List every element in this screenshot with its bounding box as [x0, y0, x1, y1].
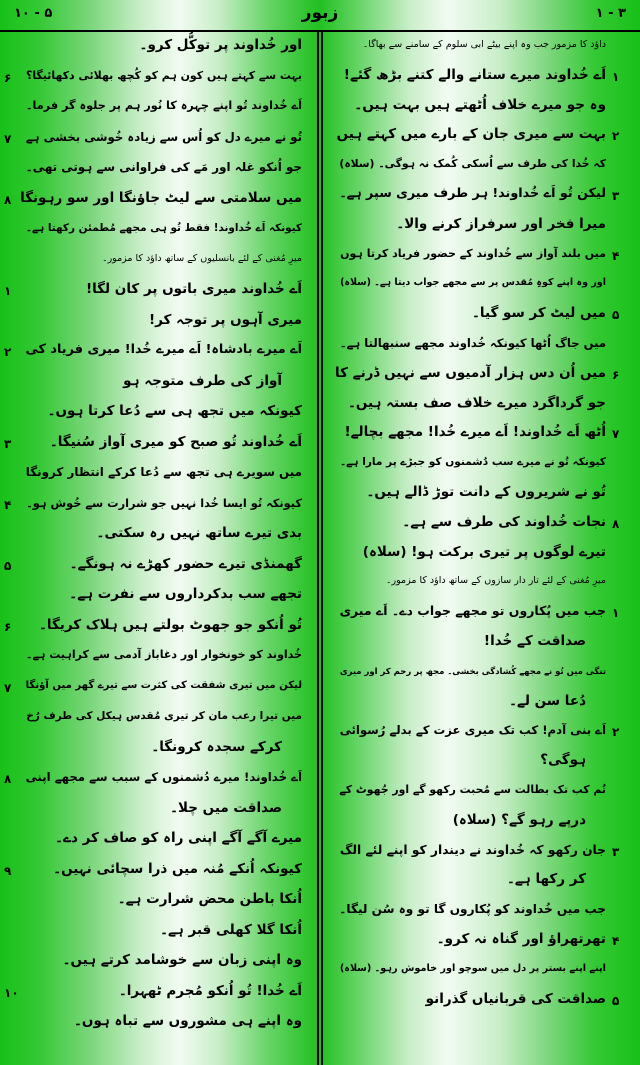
verse-number: ٧	[4, 680, 12, 695]
verse-number: ٨	[4, 772, 12, 786]
verse-line: اَے خُدا! تُو اُنکو مُجرم ٹھہرا۔	[118, 982, 302, 999]
verse-line: میرِ مُغنی کے لئے تار دار سازوں کے ساتھ داؤد کا مزمور۔	[385, 575, 606, 587]
verse-number: ١٠	[4, 985, 19, 1000]
verse-line: کہ خُدا کی طرف سے اُسکی کُمک نہ ہوگی۔ (سلاہ)	[339, 157, 606, 171]
verse-number: ٨	[4, 192, 12, 207]
column-divider	[321, 30, 323, 1065]
verse-number: ٢	[612, 129, 620, 144]
verse-line: وہ جو میرے خلاف اُٹھتے ہیں بہت ہیں۔	[354, 96, 606, 113]
verse-line: تُو نے میرے دل کو اُس سے زیادہ خُوشی بخشی ہے	[25, 129, 302, 144]
verse-line: میں سلامتی سے لیٹ جاؤنگا اور سو رہونگا	[20, 189, 302, 206]
verse-line: ہوگی؟	[540, 752, 586, 769]
verse-number: ٧	[4, 131, 12, 146]
verse-line: میں لیٹ کر سو گیا۔	[471, 305, 606, 322]
verse-number: ۴	[4, 497, 12, 512]
verse-line: لیکن میں تیری شفقت کی کثرت سے تیرے گھر میں آؤنگا	[25, 679, 302, 691]
verse-line: میں اُن دس ہزار آدمیوں سے نہیں ڈرنے کا	[335, 364, 606, 381]
verse-line: اَے خُداوند میرے ستانے والے کتنے بڑھ گئے!	[343, 66, 606, 83]
book-title: زبور	[301, 3, 339, 23]
verse-line: داؤد کا مزمور جب وہ اپنے بیٹے ابی سلوم کے سامنے سے بھاگا۔	[362, 39, 606, 50]
verse-line: تُو اُنکو جو جھوٹ بولتے ہیں ہلاک کریگا۔	[38, 616, 302, 633]
verse-number: ٩	[4, 863, 12, 878]
verse-number: ۶	[612, 367, 620, 382]
verse-line: نجات خُداوند کی طرف سے ہے۔	[402, 513, 606, 530]
verse-number: ۵	[612, 993, 620, 1008]
verse-line: جو گرداگرد میرے خلاف صف بستہ ہیں۔	[347, 394, 606, 411]
verse-line: بہت سے میری جان کے بارے میں کہتے ہیں	[336, 126, 606, 143]
verse-number: ٨	[612, 516, 620, 531]
verse-line: جو اُنکو غلہ اور مَے کی فراوانی سے ہوتی تھی۔	[25, 160, 302, 174]
verse-line: اَے خُداوند! میرے دُشمنوں کے سبب سے مجھے اپنی	[25, 770, 302, 784]
verse-line: صداقت میں چلا۔	[170, 799, 282, 816]
verse-line: میں تیرا رعب مان کر تیری مُقدس ہیکل کی طرف رُخ	[26, 710, 302, 722]
verse-line: کیونکہ تُو نے میرے سب دُشمنوں کو جبڑے پر مارا ہے۔	[339, 456, 606, 469]
verse-line: میرے آگے آگے اپنی راہ کو صاف کر دے۔	[55, 830, 302, 846]
verse-line: بہت سے کہتے ہیں کون ہم کو کُچھ بھلائی دکھائیگا؟	[25, 68, 302, 82]
verse-line: کر رکھا ہے۔	[507, 871, 586, 888]
verse-number: ١	[612, 606, 620, 621]
verse-line: کیونکہ تُو ایسا خُدا نہیں جو شرارت سے خُوش ہو۔	[26, 495, 302, 510]
verse-line: میری آہوں پر توجہ کر!	[148, 311, 302, 328]
verse-line: کیونکہ اُنکے مُنہ میں ذرا سچائی نہیں۔	[53, 860, 302, 877]
verse-line: جب میں خُداوند کو پُکاروں گا تو وہ سُن لیگا۔	[339, 902, 606, 917]
verse-number: ۴	[612, 248, 620, 263]
verse-line: دُعا سن لے۔	[509, 692, 586, 709]
verse-number: ۵	[612, 308, 620, 323]
verse-number: ١	[612, 69, 620, 84]
verse-line: اَے خُداوند تُو صبح کو میری آواز سُنیگا۔	[49, 433, 302, 450]
verse-line: کیونکہ میں تجھ ہی سے دُعا کرتا ہوں۔	[47, 403, 302, 419]
verse-line: میرا فخر اور سرفراز کرنے والا۔	[396, 215, 606, 232]
verse-line: درپے رہو گے؟ (سلاہ)	[452, 811, 586, 828]
chapter-range-right: ٣ - ١	[595, 6, 626, 21]
verse-number: ٧	[612, 427, 620, 442]
verse-line: جان رکھو کہ خُداوند نے دیندار کو اپنے لئے الگ	[339, 842, 606, 857]
verse-line: تُم کب تک بطالت سے مُحبت رکھو گے اور جُھوٹ کے	[339, 783, 606, 796]
verse-line: صداقت کی قربانیاں گذرانو	[425, 990, 606, 1007]
verse-line: میں بلند آواز سے خُداوند کے حضور فریاد کرتا ہوں	[340, 246, 606, 260]
page-header	[0, 0, 640, 32]
verse-line: آواز کی طرف متوجہ ہو	[123, 372, 282, 389]
verse-line: اَے خُداوند میری باتوں پر کان لگا!	[85, 281, 302, 297]
verse-line: جب میں پُکاروں تو مجھے جواب دے۔ اَے میری	[339, 603, 606, 619]
verse-line: تیرے لوگوں پر تیری برکت ہو! (سلاہ)	[362, 543, 606, 560]
verse-line: صداقت کے خُدا!	[483, 633, 586, 649]
verse-line: تُو نے شریروں کے دانت توڑ ڈالے ہیں۔	[366, 484, 606, 500]
verse-line: وہ اپنی زبان سے خوشامد کرتے ہیں۔	[62, 952, 302, 968]
verse-number: ٣	[612, 844, 620, 859]
verse-line: اُٹھ اَے خُداوند! اَے میرے خُدا! مجھے بچالے!	[344, 424, 606, 441]
verse-line: کیونکہ اَے خُداوند! فقط تُو ہی مجھے مُطمئن رکھتا ہے۔	[25, 222, 302, 234]
verse-line: اَے میرے بادشاہ! اَے میرے خُدا! میری فریاد کی	[25, 342, 302, 357]
verse-number: ١	[4, 284, 12, 298]
verse-line: گھمنڈی تیرے حضور کھڑے نہ ہونگے۔	[69, 555, 302, 572]
verse-number: ٢	[612, 725, 620, 740]
verse-line: میں جاگ اُٹھا کیونکہ خُداوند مجھے سنبھالتا ہے۔	[339, 336, 606, 350]
verse-line: میں سویرے ہی تجھ سے دُعا کرکے انتظار کرونگا	[25, 465, 302, 479]
verse-line: تنگی میں تُو نے مجھے کُشادگی بخشی۔ مجھ پر رحم کر اور میری	[339, 665, 606, 676]
verse-line: کرکے سجدہ کرونگا۔	[151, 738, 282, 755]
verse-number: ٣	[612, 189, 620, 203]
verse-number: ۶	[4, 619, 12, 634]
verse-line: وہ اپنے ہی مشوروں سے تباہ ہوں۔	[74, 1013, 302, 1029]
verse-number: ۵	[4, 558, 12, 573]
verse-line: اپنے اپنے بستر پر دل میں سوچو اور خاموش رہو۔ (سلاہ)	[339, 962, 606, 974]
verse-number: ٣	[4, 436, 12, 451]
verse-number: ۴	[612, 934, 620, 948]
column-divider	[317, 30, 319, 1065]
verse-line: اَے خُداوند تُو اپنے چہرہ کا نُور ہم پر جلوہ گر فرما۔	[25, 99, 302, 112]
verse-line: تھرتھراؤ اور گناہ نہ کرو۔	[436, 931, 606, 947]
verse-line: اُنکا باطن محض شرارت ہے۔	[117, 891, 302, 907]
verse-line: بدی تیرے ساتھ نہیں رہ سکتی۔	[96, 525, 302, 541]
chapter-range-left: ١٠ - ۵	[14, 6, 53, 21]
verse-line: میرِ مُغنی کے لئے بانسلیوں کے ساتھ داؤد کا مزمور۔	[102, 252, 302, 264]
verse-line: اَے بنی آدم! کب تک میری عزت کے بدلے رُسوائی	[339, 723, 606, 738]
verse-line: لیکن تُو اَے خُداوند! ہر طرف میری سپر ہے۔	[339, 186, 606, 201]
verse-line: اور خُداوند پر توکُّل کرو۔	[139, 37, 302, 53]
verse-number: ٢	[4, 345, 12, 359]
verse-line: اُنکا گلا کھلی قبر ہے۔	[160, 921, 302, 938]
verse-line: تجھے سب بدکرداروں سے نفرت ہے۔	[69, 586, 302, 602]
verse-line: اور وہ اپنے کوہِ مُقدس پر سے مجھے جواب دیتا ہے۔ (سلاہ)	[340, 277, 606, 289]
verse-number: ۶	[4, 70, 12, 85]
verse-line: خُداوند کو خونخوار اور دغاباز آدمی سے کراہیت ہے۔	[26, 648, 302, 661]
